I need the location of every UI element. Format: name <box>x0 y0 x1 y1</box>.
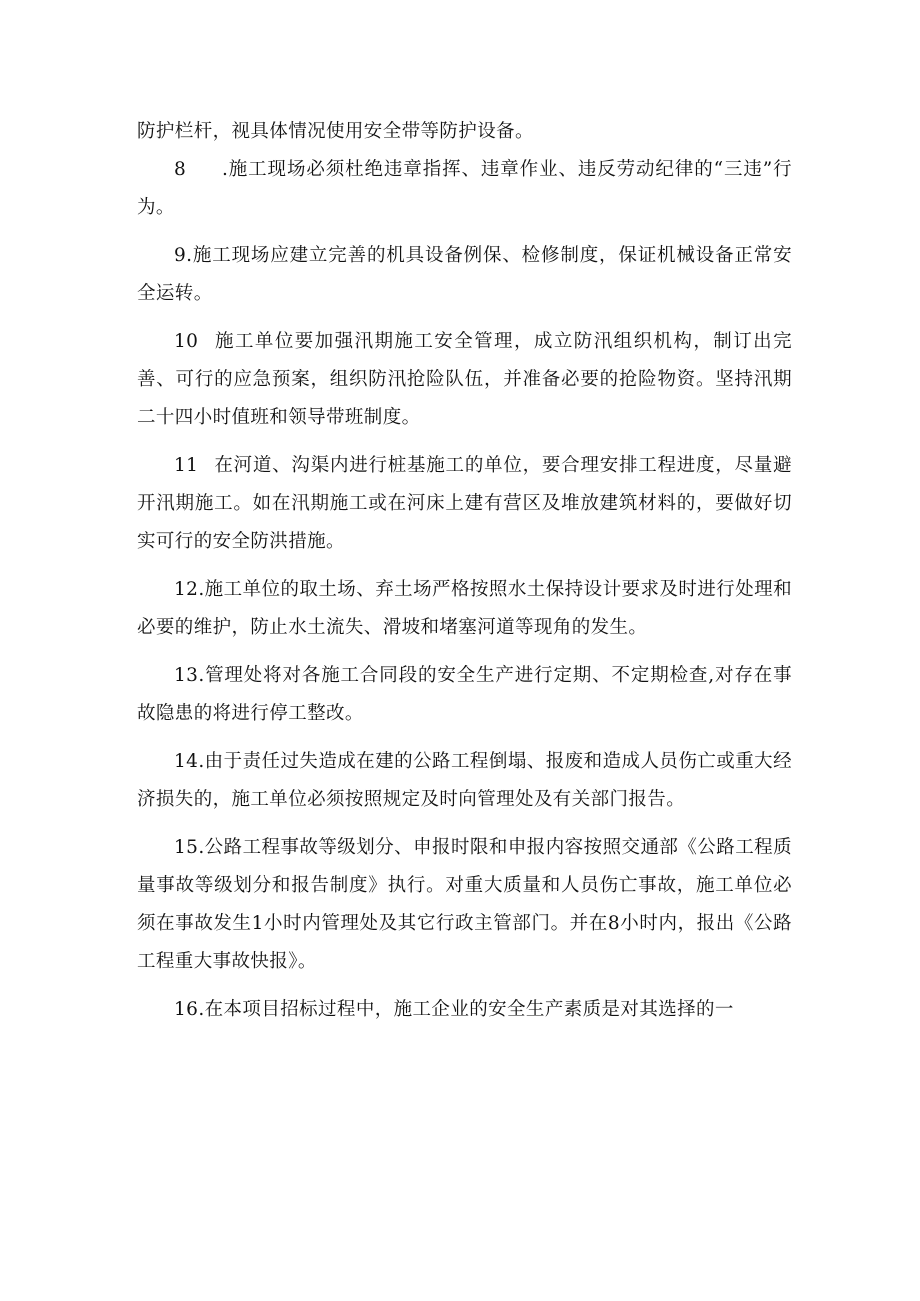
clause-13 <box>137 657 792 733</box>
clause-text: .施工现场应建立完善的机具设备例保、检修制度，保证机械设备正常安全运转。 <box>137 245 792 304</box>
clause-10 <box>137 323 792 437</box>
clause-9 <box>137 237 792 313</box>
clause-8 <box>137 151 792 227</box>
clause-text: .管理处将对各施工合同段的安全生产进行定期、不定期检查,对存在事故隐患的将进行停工整改。 <box>137 665 792 724</box>
clause-number: 11 <box>174 455 199 476</box>
clause-number: 12 <box>174 579 199 600</box>
clause-15 <box>137 829 792 981</box>
paragraph-continuation: 防护栏杆，视具体情况使用安全带等防护设备。 <box>137 121 534 142</box>
clause-text: .由于责任过失造成在建的公路工程倒塌、报废和造成人员伤亡或重大经济损失的，施工单位必须按照规定及时向管理处及有关部门报告。 <box>137 751 792 810</box>
clause-11 <box>137 447 792 561</box>
clause-text: .施工现场必须杜绝违章指挥、违章作业、违反劳动纪律的“三违”行为。 <box>137 159 792 218</box>
clause-text: .施工单位的取土场、弃土场严格按照水土保持设计要求及时进行处理和必要的维护，防止水土流失、滑坡和堵塞河道等现角的发生。 <box>137 579 792 638</box>
clause-number: 8 <box>174 159 187 180</box>
clause-12 <box>137 571 792 647</box>
clause-number: 13 <box>174 665 199 686</box>
clause-14 <box>137 743 792 819</box>
clause-16 <box>137 991 792 1029</box>
clause-text: 在河道、沟渠内进行桩基施工的单位，要合理安排工程进度，尽量避开汛期施工。如在汛期施工或在河床上建有营区及堆放建筑材料的，要做好切实可行的安全防洪措施。 <box>137 455 792 552</box>
document-body <box>137 113 792 1029</box>
clause-number: 10 <box>174 331 199 352</box>
clause-number: 14 <box>174 751 199 772</box>
clause-text: .在本项目招标过程中，施工企业的安全生产素质是对其选择的一 <box>198 999 734 1020</box>
clause-number: 15 <box>174 837 199 858</box>
clause-text: .公路工程事故等级划分、申报时限和申报内容按照交通部《公路工程质量事故等级划分和报告制度》执行。对重大质量和人员伤亡事故，施工单位必须在事故发生1小时内管理处及其它行政主管部门。并在8小时内，报出《公路工程重大事故快报》。 <box>137 837 792 972</box>
clause-number: 9 <box>174 245 187 266</box>
clause-text: 施工单位要加强汛期施工安全管理，成立防汛组织机构，制订出完善、可行的应急预案，组织防汛抢险队伍，并准备必要的抢险物资。坚持汛期二十四小时值班和领导带班制度。 <box>137 331 792 428</box>
clause-number: 16 <box>174 999 199 1020</box>
